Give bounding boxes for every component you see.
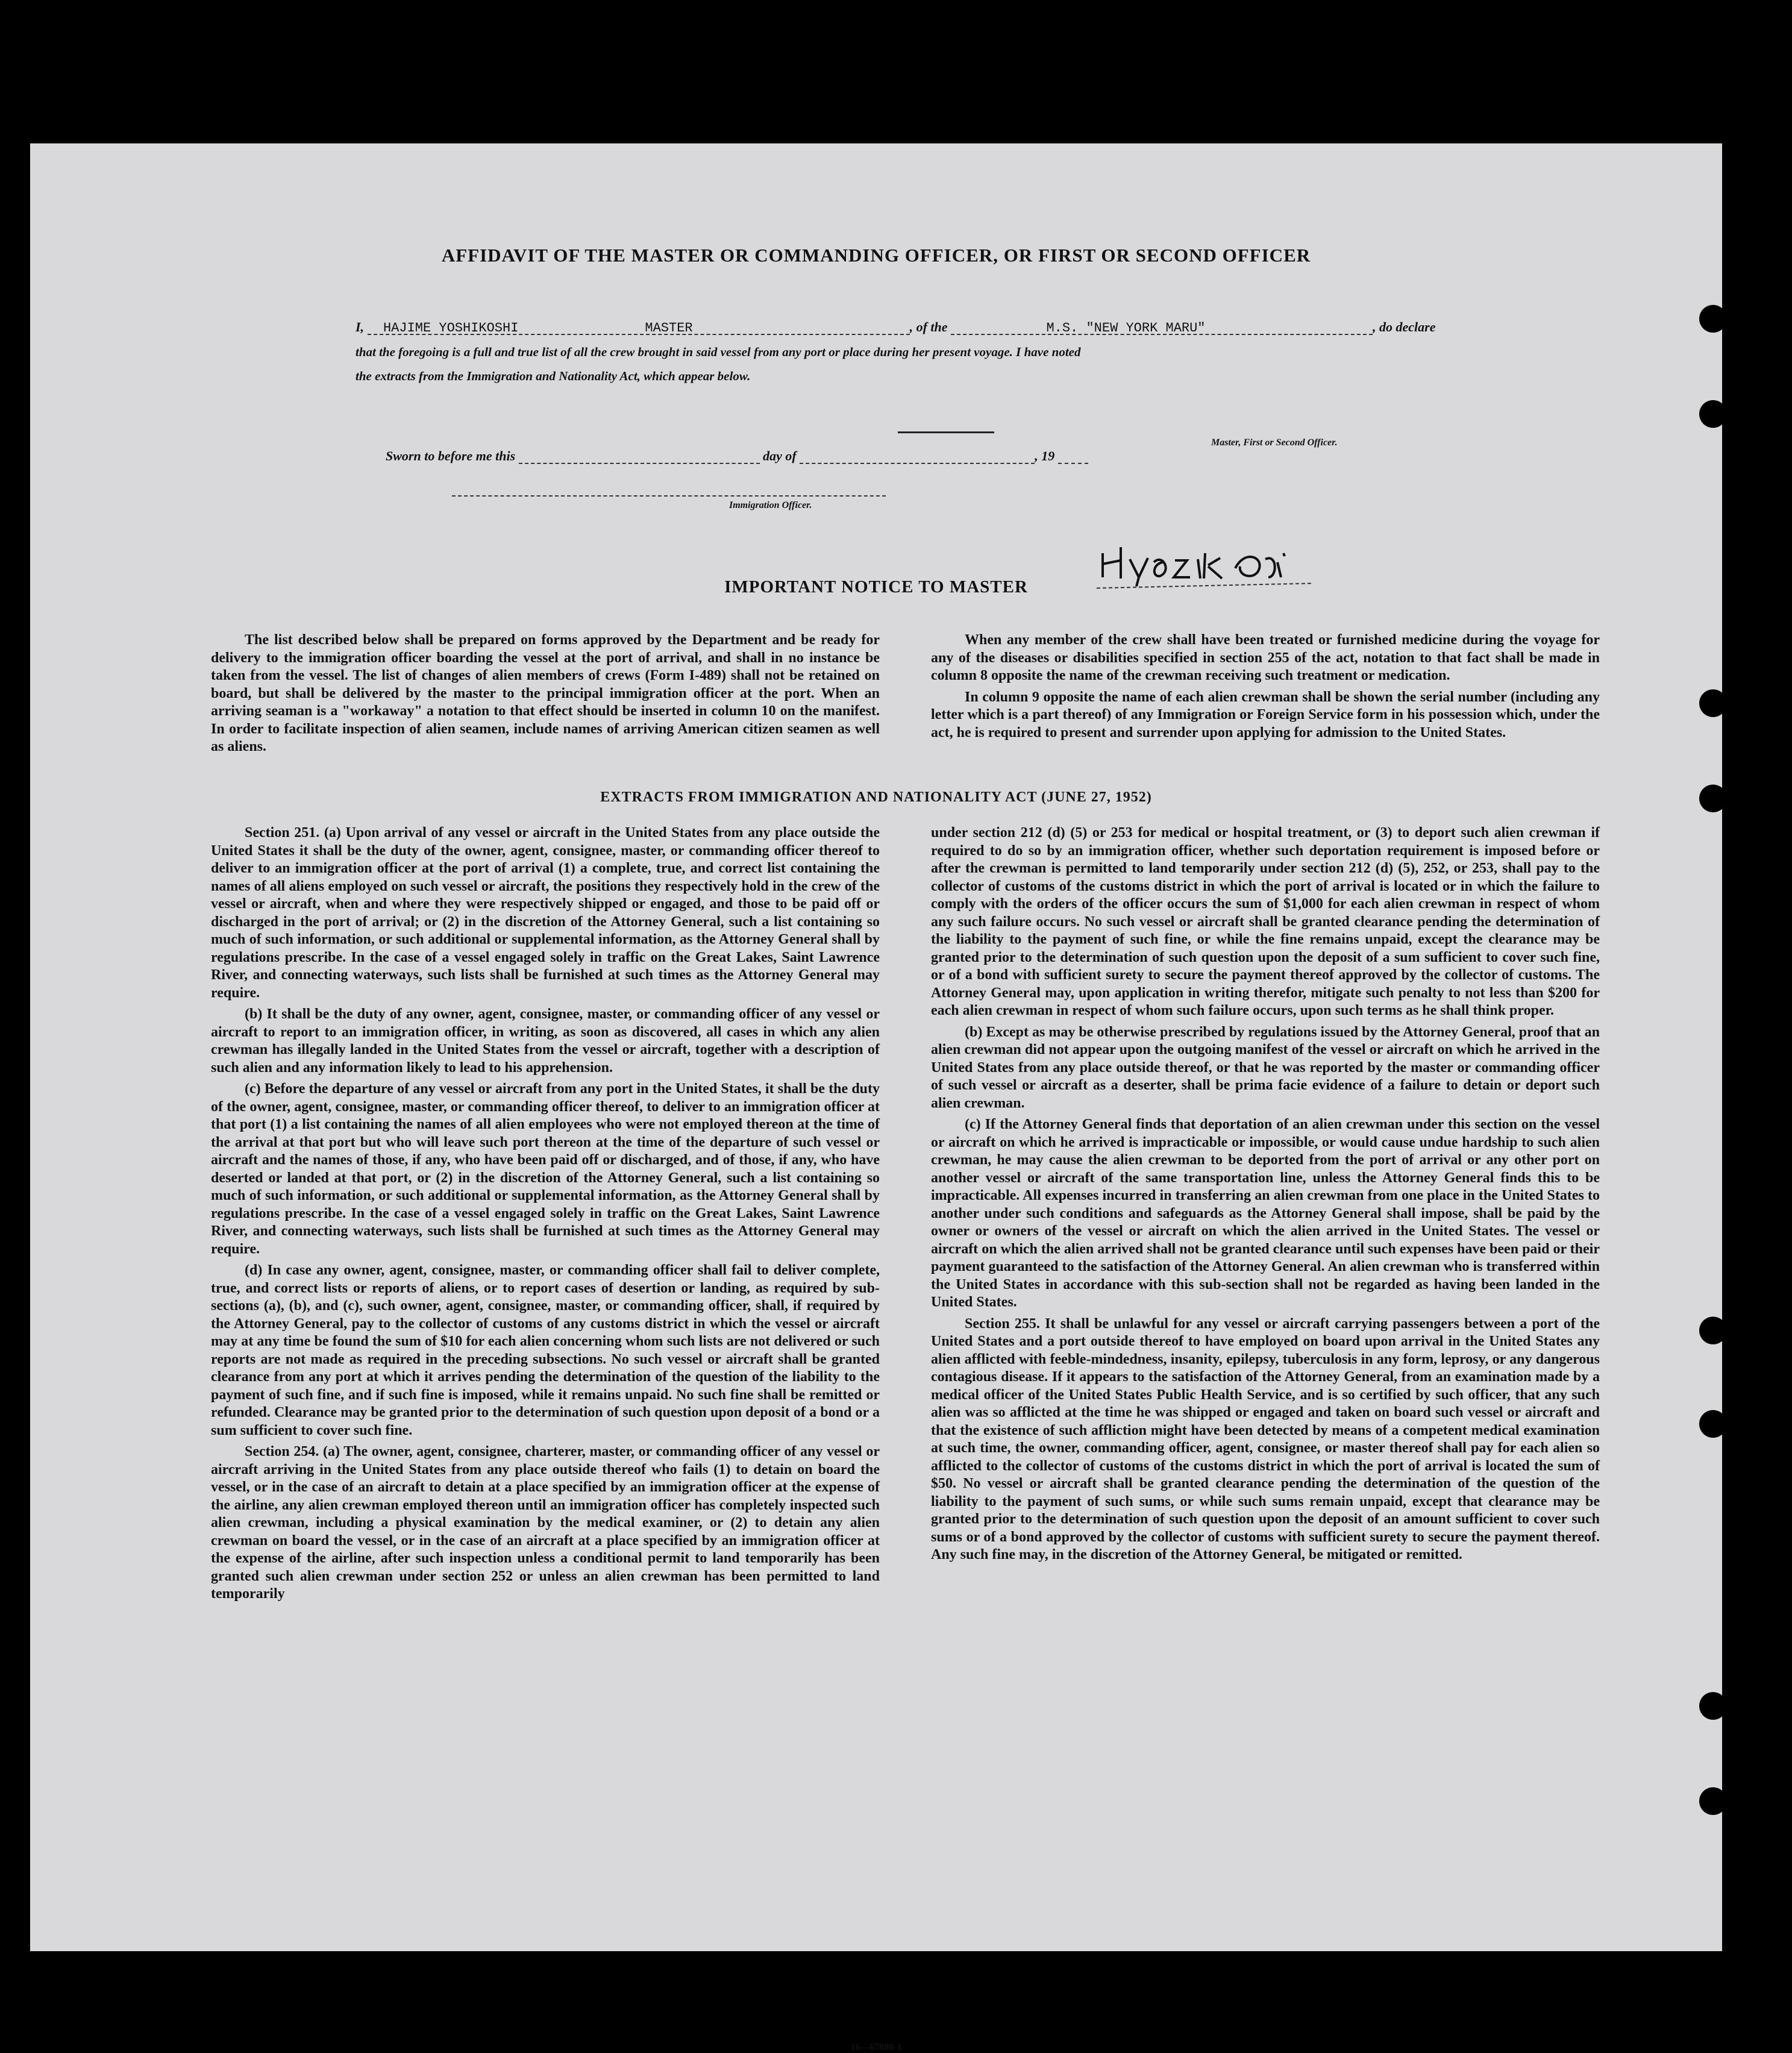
year-label: , 19 xyxy=(1035,448,1055,463)
sworn-year-field[interactable] xyxy=(1058,450,1088,464)
binder-hole xyxy=(1699,689,1727,717)
notice-paragraph: The list described below shall be prepared on forms approved by the Department and be ready for delivery to the immigration officer boarding the vessel at the port of arrival, and shall in no instance be taken from the vessel. The list of changes of alien members of crews (Form I-489) shall not be retained on board, but shall be delivered by the master to the principal immigration officer at the port. When an arriving seaman is a "workaway" a notation to that effect should be inserted in column 10 on the manifest. In order to facilitate inspection of alien seamen, include names of arriving American citizen seamen as well as aliens. xyxy=(211,632,880,754)
extract-paragraph: (b) Except as may be otherwise prescribed by regulations issued by the Attorney General, proof that an alien crewman did not appear upon the outgoing manifest of the vessel or aircraft on which he arrived in the United States from any place outside thereof, or that he was reported by the master or commanding officer of such vessel or aircraft as a deserter, shall be prima facie evidence of a failure to detain or deport such alien crewman. xyxy=(931,1024,1600,1111)
extract-paragraph: (b) It shall be the duty of any owner, agent, consignee, master, or commanding officer of any vessel or aircraft to report to an immigration officer, in writing, as soon as discovered, all cases in which any alien crewman has illegally landed in the United States from the vessel or aircraft, together with a description of such alien and any information likely to lead to his apprehension. xyxy=(211,1006,880,1076)
extracts-title: EXTRACTS FROM IMMIGRATION AND NATIONALITY ACT (JUNE 27, 1952) xyxy=(600,789,1152,805)
extracts-left-column xyxy=(211,824,880,1607)
declaration-line-3: the extracts from the Immigration and Nationality Act, which appear below. xyxy=(356,369,751,383)
declaration-i: I, xyxy=(356,319,365,334)
extract-paragraph: (c) If the Attorney General finds that deportation of an alien crewman under this section on the vessel or aircraft on which he arrived is impracticable or impossible, or would cause undue hardship to such alien crewman, he may cause the alien crewman to be deported from the port of arrival or any other port on another vessel or aircraft of the same transportation line, unless the Attorney General finds this to be impracticable. All expenses incurred in transferring an alien crewman from one place in the United States to another under such conditions and safeguards as the Attorney General shall impose, shall be paid by the owner or owners of the vessel or aircraft on which the alien arrived in the United States. The vessel or aircraft on which the alien arrived shall not be granted clearance until such expenses have been paid or their payment guaranteed to the satisfaction of the Attorney General. An alien crewman who is transferred within the United States in accordance with this sub-section shall not be regarded as having been landed in the United States. xyxy=(931,1117,1600,1310)
binder-hole xyxy=(1699,785,1727,812)
extract-paragraph: (c) Before the departure of any vessel or aircraft from any port in the United States, it shall be the duty of the owner, agent, consignee, master, or commanding officer thereof, to deliver to an immigration officer at that port (1) a list containing the names of all alien employees who were not employed thereon at the time of the arrival at that port but who will leave such port thereon at the time of the departure of such vessel or aircraft and the names of those, if any, who have been paid off or discharged, and of those, if any, who have deserted or landed at that port, or (2) in the discretion of the Attorney General, such a list containing so much of such information, or such additional or supplemental information, as the Attorney General shall by regulations prescribe. In the case of a vessel engaged solely in traffic on the Great Lakes, Saint Lawrence River, and connecting waterways, such lists shall be furnished at such times as the Attorney General may require. xyxy=(211,1081,880,1257)
sworn-month-field[interactable] xyxy=(800,450,1035,464)
do-declare-label: , do declare xyxy=(1373,319,1436,334)
notice-paragraph: When any member of the crew shall have been treated or furnished medicine during the voyage for any of the diseases or disabilities specified in section 255 of the act, notation to that fact shall be made in column 8 opposite the name of the crewman receiving such treatment or medication. xyxy=(931,632,1600,683)
extract-paragraph: (d) In case any owner, agent, consignee, master, or commanding officer shall fail to deliver complete, true, and correct lists or reports of aliens, or to report cases of desertion or landing, as required by sub-sections (a), (b), and (c), such owner, agent, consignee, master, or commanding officer, shall, if required by the Attorney General, pay to the collector of customs of any customs district in which the vessel or aircraft may at any time be found the sum of $10 for each alien concerning whom such lists are not delivered or such reports are not made as required in the preceding subsections. No such vessel or aircraft shall be granted clearance from any port at which it arrives pending the determination of the question of the liability to the payment of such fine, and if such fine is imposed, while it remains unpaid. No such fine shall be remitted or refunded. Clearance may be granted prior to the determination of such question upon deposit of a bond or a sum sufficient to cover such fine. xyxy=(211,1262,880,1438)
officer-signature-line xyxy=(452,495,886,497)
extracts-right-column xyxy=(931,824,1600,1568)
form-number: 16—67880-1 xyxy=(850,2042,902,2052)
extract-paragraph: Section 251. (a) Upon arrival of any vessel or aircraft in the United States from any place outside the United States it shall be the duty of the owner, agent, consignee, master, or commanding officer thereof to deliver to an immigration officer at the port of arrival (1) a complete, true, and correct list containing the names of all aliens employed on such vessel or aircraft, the positions they respectively hold in the crew of the vessel or aircraft, when and where they were respectively shipped or engaged, and those to be paid off or discharged in the port of arrival; or (2) in the discretion of the Attorney General, such a list containing so much of such information, or such additional or supplemental information, as the Attorney General shall by regulations prescribe. In the case of a vessel engaged solely in traffic on the Great Lakes, Saint Lawrence River, and connecting waterways, such lists shall be furnished at such times as the Attorney General may require. xyxy=(211,825,880,1001)
master-name: HAJIME YOSHIKOSHI xyxy=(383,321,519,336)
notice-left-column xyxy=(211,632,880,760)
extract-paragraph: Section 255. It shall be unlawful for any vessel or aircraft carrying passengers between a port of the United States and a port outside thereof to have employed on board upon arrival in the United States any alien afflicted with feeble-mindedness, insanity, epilepsy, tuberculosis in any form, leprosy, or any dangerous contagious disease. If it appears to the satisfaction of the Attorney General, from an examination made by a medical officer of the United States Public Health Service, and is so certified by such officer, that any such alien was so afflicted at the time he was shipped or engaged and taken on board such vessel or aircraft and that the existence of such affliction might have been detected by means of a competent medical examination at such time, the owner, commanding officer, agent, consignee, or master thereof shall pay for each alien so afflicted to the collector of customs of the customs district in which the port of arrival is located the sum of $50. No vessel or aircraft shall be granted clearance pending the determination of the question of the liability to the payment of such sums, or while such sums remain unpaid, except that clearance may be granted prior to the determination of such question upon the deposit of an amount sufficient to cover such sums or of a bond approved by the collector of customs with sufficient surety to secure the payment thereof. Any such fine may, in the discretion of the Attorney General, be mitigated or remitted. xyxy=(931,1315,1600,1562)
binder-hole xyxy=(1699,400,1727,428)
extract-paragraph: Section 254. (a) The owner, agent, consignee, charterer, master, or commanding officer of any vessel or aircraft arriving in the United States from any place outside thereof who fails (1) to detain on board the vessel, or in the case of an aircraft to detain at a place specified by an immigration officer at the expense of the airline, any alien crewman employed thereon until an immigration officer has completely inspected such alien crewman, including a physical examination by the medical examiner, or (2) to detain any alien crewman on board the vessel, or in the case of an aircraft at a place specified by an immigration officer at the expense of the airline, after such inspection unless a conditional permit to land temporarily has been granted such alien crewman under section 252 or unless an alien crewman has been permitted to land temporarily xyxy=(211,1444,880,1602)
binder-hole xyxy=(1699,1410,1727,1438)
sworn-date-field[interactable] xyxy=(519,450,760,464)
document-page xyxy=(30,143,1722,2052)
title-divider xyxy=(898,431,994,433)
master-rank: MASTER xyxy=(645,321,693,336)
sworn-line xyxy=(386,448,1088,464)
vessel-name: M.S. "NEW YORK MARU" xyxy=(1046,321,1206,336)
signature-caption: Master, First or Second Officer. xyxy=(1211,437,1338,448)
declaration-line xyxy=(356,319,1435,335)
extract-paragraph: under section 212 (d) (5) or 253 for medical or hospital treatment, or (3) to deport such alien crewman if required to do so by an immigration officer, whether such deportation requirement is imposed before or after the crewman is permitted to land temporarily under section 212 (d) (5), 252, or 253, shall pay to the collector of customs of the customs district in which the port of arrival is located or in which the failure to comply with the orders of the officer occurs the sum of $1,000 for each alien crewman in respect of whom any such failure occurs. No such vessel or aircraft shall be granted clearance pending the determination of the liability to the payment of such fine, or while the fine remains unpaid, except the clearance may be granted prior to the determination of such question upon the deposit of a sum sufficient to cover such fine, or of a bond with sufficient surety to secure the payment thereof approved by the collector of customs. The Attorney General may, upon application in writing therefor, mitigate such penalty to not less than $200 for each alien crewman in respect of whom such failure occurs, upon such terms as he shall think proper. xyxy=(931,825,1600,1018)
officer-caption: Immigration Officer. xyxy=(729,500,812,510)
binder-hole xyxy=(1699,1692,1727,1720)
declaration-line-2: that the foregoing is a full and true list of all the crew brought in said vessel from any port or place during her present voyage. I have noted xyxy=(356,345,1081,359)
day-of-label: day of xyxy=(763,448,797,463)
binder-hole xyxy=(1699,1787,1727,1815)
notice-paragraph: In column 9 opposite the name of each alien crewman shall be shown the serial number (including any letter which is a part thereof) of any Immigration or Foreign Service form in his possession which, under the act, he is required to present and surrender upon applying for admission to the United States. xyxy=(931,689,1600,741)
master-name-field[interactable] xyxy=(368,321,910,335)
binder-hole xyxy=(1699,305,1727,333)
notice-title: IMPORTANT NOTICE TO MASTER xyxy=(724,577,1028,597)
notice-right-column xyxy=(931,632,1600,745)
vessel-field[interactable] xyxy=(951,321,1373,335)
binder-hole xyxy=(1699,1317,1727,1344)
affidavit-title: AFFIDAVIT OF THE MASTER OR COMMANDING OFFICER, OR FIRST OR SECOND OFFICER xyxy=(441,245,1311,266)
of-the-label: , of the xyxy=(909,319,948,334)
sworn-label: Sworn to before me this xyxy=(386,448,516,463)
